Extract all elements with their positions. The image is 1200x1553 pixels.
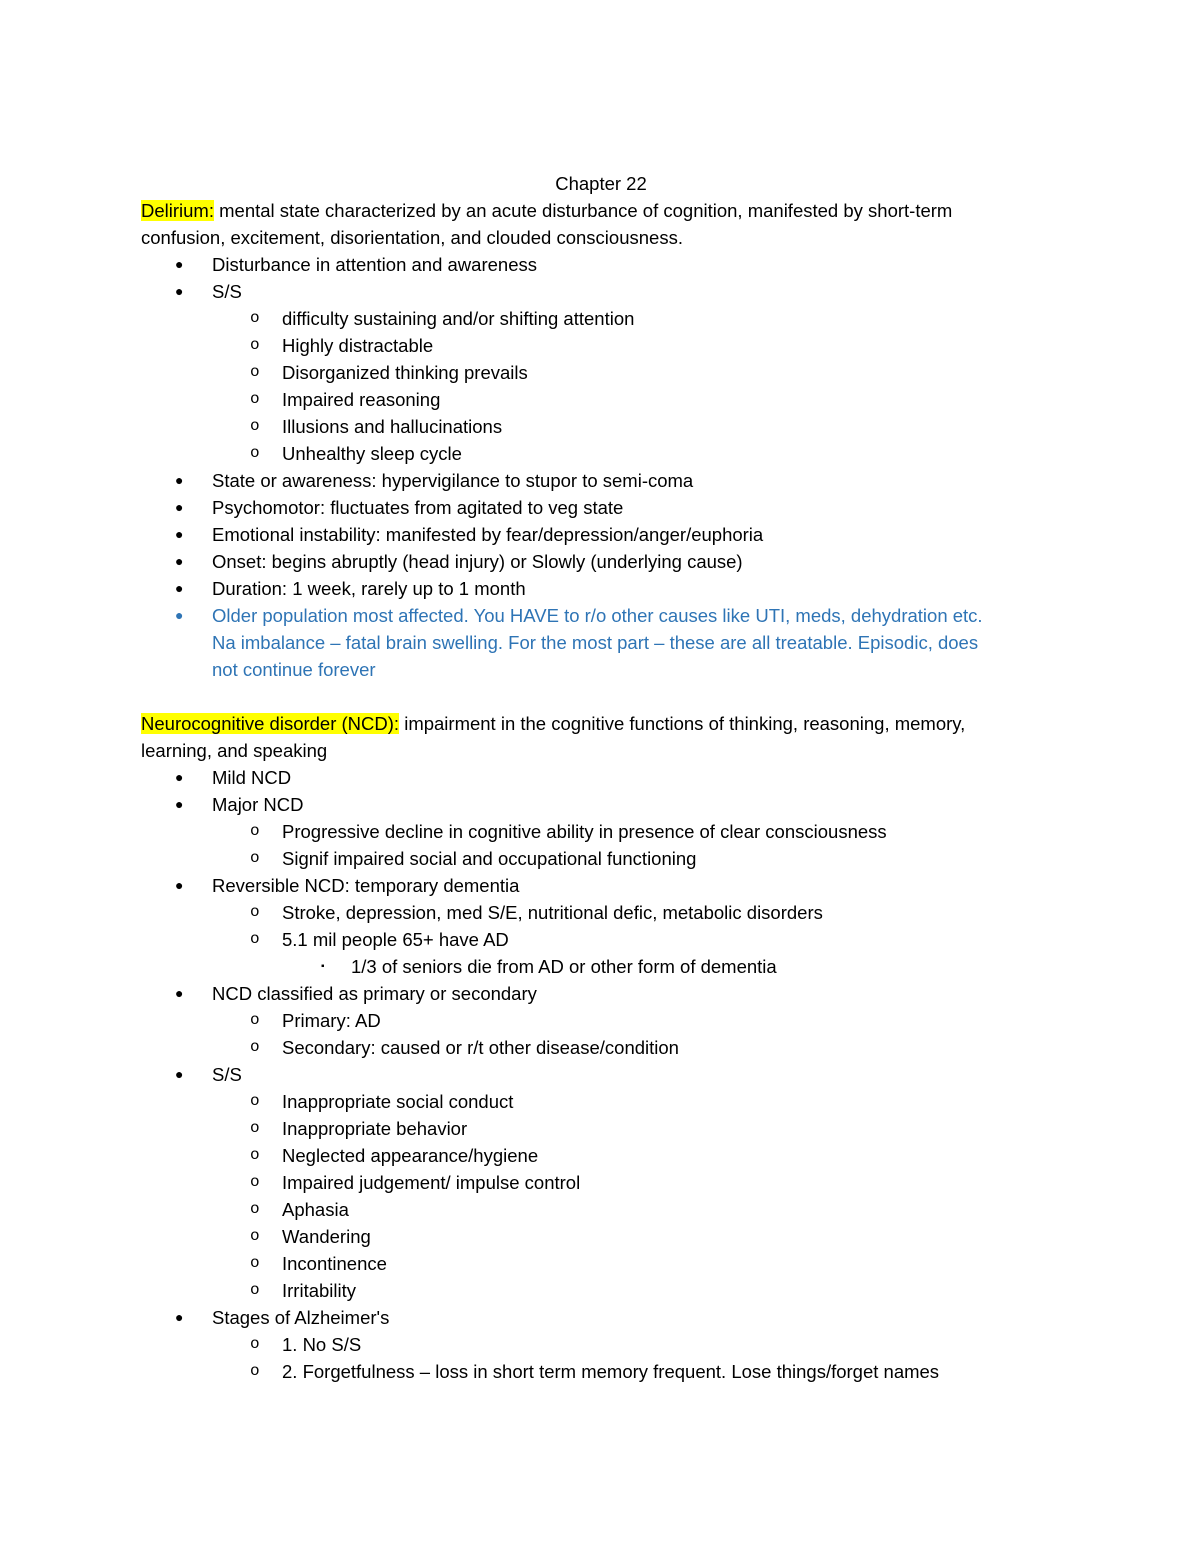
list-item	[141, 467, 1061, 494]
sub-list-item-text: Neglected appearance/hygiene	[282, 1145, 539, 1166]
sub-bullet-marker: o	[250, 1038, 260, 1056]
list-item-text: Psychomotor: fluctuates from agitated to veg state	[212, 497, 624, 518]
sub-list-item	[141, 845, 1061, 872]
list-item-text: Major NCD	[212, 794, 304, 815]
square-bullet-marker: ▪	[321, 961, 325, 972]
bullet-marker: ●	[175, 1309, 184, 1325]
bullet-marker: ●	[175, 499, 184, 515]
bullet-marker: ●	[175, 553, 184, 569]
sub-list-item-text: Signif impaired social and occupational functioning	[282, 848, 697, 869]
list-item	[141, 1304, 1061, 1331]
list-item	[141, 872, 1061, 899]
sub-list-item	[141, 1358, 1061, 1385]
sub-bullet-marker: o	[250, 444, 260, 462]
sub-bullet-marker: o	[250, 1335, 260, 1353]
sub-list-item	[141, 1115, 1061, 1142]
sub-list-item	[141, 1088, 1061, 1115]
sub-list-item-text: Irritability	[282, 1280, 357, 1301]
sub-sub-list-item-text: 1/3 of seniors die from AD or other form of dementia	[351, 956, 777, 977]
sub-bullet-marker: o	[250, 1146, 260, 1164]
delirium-definition-line-1	[141, 197, 1061, 224]
sub-bullet-marker: o	[250, 417, 260, 435]
sub-list-item-text: 2. Forgetfulness – loss in short term memory frequent. Lose things/forget names	[282, 1361, 940, 1382]
note-text-line-2: Na imbalance – fatal brain swelling. For the most part – these are all treatable. Episodic, does	[212, 632, 979, 653]
bullet-marker: ●	[175, 1066, 184, 1082]
sub-list-item-text: Disorganized thinking prevails	[282, 362, 528, 383]
sub-list-item-text: Incontinence	[282, 1253, 387, 1274]
sub-list-item-text: Illusions and hallucinations	[282, 416, 503, 437]
sub-list-item-text: Stroke, depression, med S/E, nutritional defic, metabolic disorders	[282, 902, 823, 923]
sub-bullet-marker: o	[250, 1362, 260, 1380]
list-item	[141, 278, 1061, 305]
bullet-marker: ●	[175, 877, 184, 893]
list-item-text: NCD classified as primary or secondary	[212, 983, 537, 1004]
sub-list-item	[141, 305, 1061, 332]
note-item-continuation	[141, 656, 1061, 683]
list-item-text: Stages of Alzheimer's	[212, 1307, 390, 1328]
sub-list-item-text: Unhealthy sleep cycle	[282, 443, 462, 464]
paragraph-gap	[141, 683, 1061, 710]
list-item-text: S/S	[212, 1064, 242, 1085]
list-item	[141, 494, 1061, 521]
sub-list-item	[141, 359, 1061, 386]
list-item	[141, 575, 1061, 602]
bullet-marker: ●	[175, 985, 184, 1001]
sub-list-item	[141, 332, 1061, 359]
sub-list-item	[141, 440, 1061, 467]
delirium-term: Delirium:	[141, 200, 214, 221]
sub-bullet-marker: o	[250, 1173, 260, 1191]
sub-list-item	[141, 1196, 1061, 1223]
sub-bullet-marker: o	[250, 1200, 260, 1218]
sub-list-item	[141, 1250, 1061, 1277]
sub-list-item	[141, 1331, 1061, 1358]
sub-bullet-marker: o	[250, 822, 260, 840]
list-item-text: State or awareness: hypervigilance to stupor to semi-coma	[212, 470, 694, 491]
sub-list-item	[141, 1007, 1061, 1034]
bullet-marker: ●	[175, 607, 184, 623]
sub-bullet-marker: o	[250, 1227, 260, 1245]
bullet-marker: ●	[175, 256, 184, 272]
sub-bullet-marker: o	[250, 390, 260, 408]
list-item	[141, 980, 1061, 1007]
sub-list-item	[141, 1223, 1061, 1250]
note-item	[141, 602, 1061, 629]
sub-list-item	[141, 1169, 1061, 1196]
sub-list-item	[141, 818, 1061, 845]
sub-list-item	[141, 386, 1061, 413]
sub-bullet-marker: o	[250, 1119, 260, 1137]
list-item	[141, 1061, 1061, 1088]
sub-bullet-marker: o	[250, 309, 260, 327]
sub-list-item-text: Highly distractable	[282, 335, 434, 356]
bullet-marker: ●	[175, 796, 184, 812]
list-item	[141, 251, 1061, 278]
sub-bullet-marker: o	[250, 336, 260, 354]
page-title: Chapter 22	[555, 173, 647, 194]
sub-list-item	[141, 1277, 1061, 1304]
note-text-line-3: not continue forever	[212, 659, 376, 680]
ncd-definition-line-2: learning, and speaking	[141, 740, 328, 761]
sub-list-item-text: Impaired judgement/ impulse control	[282, 1172, 581, 1193]
sub-list-item-text: Inappropriate social conduct	[282, 1091, 514, 1112]
sub-list-item	[141, 1034, 1061, 1061]
sub-list-item	[141, 1142, 1061, 1169]
sub-bullet-marker: o	[250, 1254, 260, 1272]
ncd-definition-line-1	[141, 710, 1061, 737]
bullet-marker: ●	[175, 526, 184, 542]
sub-bullet-marker: o	[250, 849, 260, 867]
list-item	[141, 791, 1061, 818]
delirium-definition-text-1: mental state characterized by an acute disturbance of cognition, manifested by short-term	[213, 200, 953, 221]
sub-list-item	[141, 926, 1061, 953]
bullet-marker: ●	[175, 472, 184, 488]
list-item-text: S/S	[212, 281, 242, 302]
bullet-marker: ●	[175, 580, 184, 596]
sub-bullet-marker: o	[250, 1281, 260, 1299]
sub-bullet-marker: o	[250, 930, 260, 948]
sub-list-item-text: 1. No S/S	[282, 1334, 362, 1355]
list-item-text: Disturbance in attention and awareness	[212, 254, 537, 275]
note-text-line-1: Older population most affected. You HAVE to r/o other causes like UTI, meds, dehydration etc.	[212, 605, 983, 626]
delirium-definition-line-2: confusion, excitement, disorientation, and clouded consciousness.	[141, 227, 683, 248]
list-item	[141, 548, 1061, 575]
sub-bullet-marker: o	[250, 1092, 260, 1110]
ncd-definition-text-1: impairment in the cognitive functions of thinking, reasoning, memory,	[399, 713, 966, 734]
list-item	[141, 521, 1061, 548]
list-item-text: Duration: 1 week, rarely up to 1 month	[212, 578, 526, 599]
sub-list-item	[141, 413, 1061, 440]
bullet-marker: ●	[175, 283, 184, 299]
sub-list-item-text: Progressive decline in cognitive ability in presence of clear consciousness	[282, 821, 887, 842]
list-item-text: Onset: begins abruptly (head injury) or Slowly (underlying cause)	[212, 551, 743, 572]
sub-list-item-text: Primary: AD	[282, 1010, 381, 1031]
sub-list-item-text: Secondary: caused or r/t other disease/condition	[282, 1037, 679, 1058]
sub-list-item-text: Wandering	[282, 1226, 371, 1247]
list-item-text: Emotional instability: manifested by fear/depression/anger/euphoria	[212, 524, 764, 545]
sub-list-item-text: difficulty sustaining and/or shifting attention	[282, 308, 635, 329]
document-content	[141, 170, 1061, 1385]
ncd-term: Neurocognitive disorder (NCD):	[141, 713, 400, 734]
note-item-continuation	[141, 629, 1061, 656]
list-item-text: Mild NCD	[212, 767, 292, 788]
sub-bullet-marker: o	[250, 903, 260, 921]
sub-bullet-marker: o	[250, 363, 260, 381]
sub-bullet-marker: o	[250, 1011, 260, 1029]
bullet-marker: ●	[175, 769, 184, 785]
sub-list-item-text: Impaired reasoning	[282, 389, 441, 410]
list-item-text: Reversible NCD: temporary dementia	[212, 875, 520, 896]
sub-list-item-text: Inappropriate behavior	[282, 1118, 468, 1139]
sub-list-item	[141, 899, 1061, 926]
sub-sub-list-item	[141, 953, 1061, 980]
sub-list-item-text: Aphasia	[282, 1199, 349, 1220]
sub-list-item-text: 5.1 mil people 65+ have AD	[282, 929, 509, 950]
list-item	[141, 764, 1061, 791]
